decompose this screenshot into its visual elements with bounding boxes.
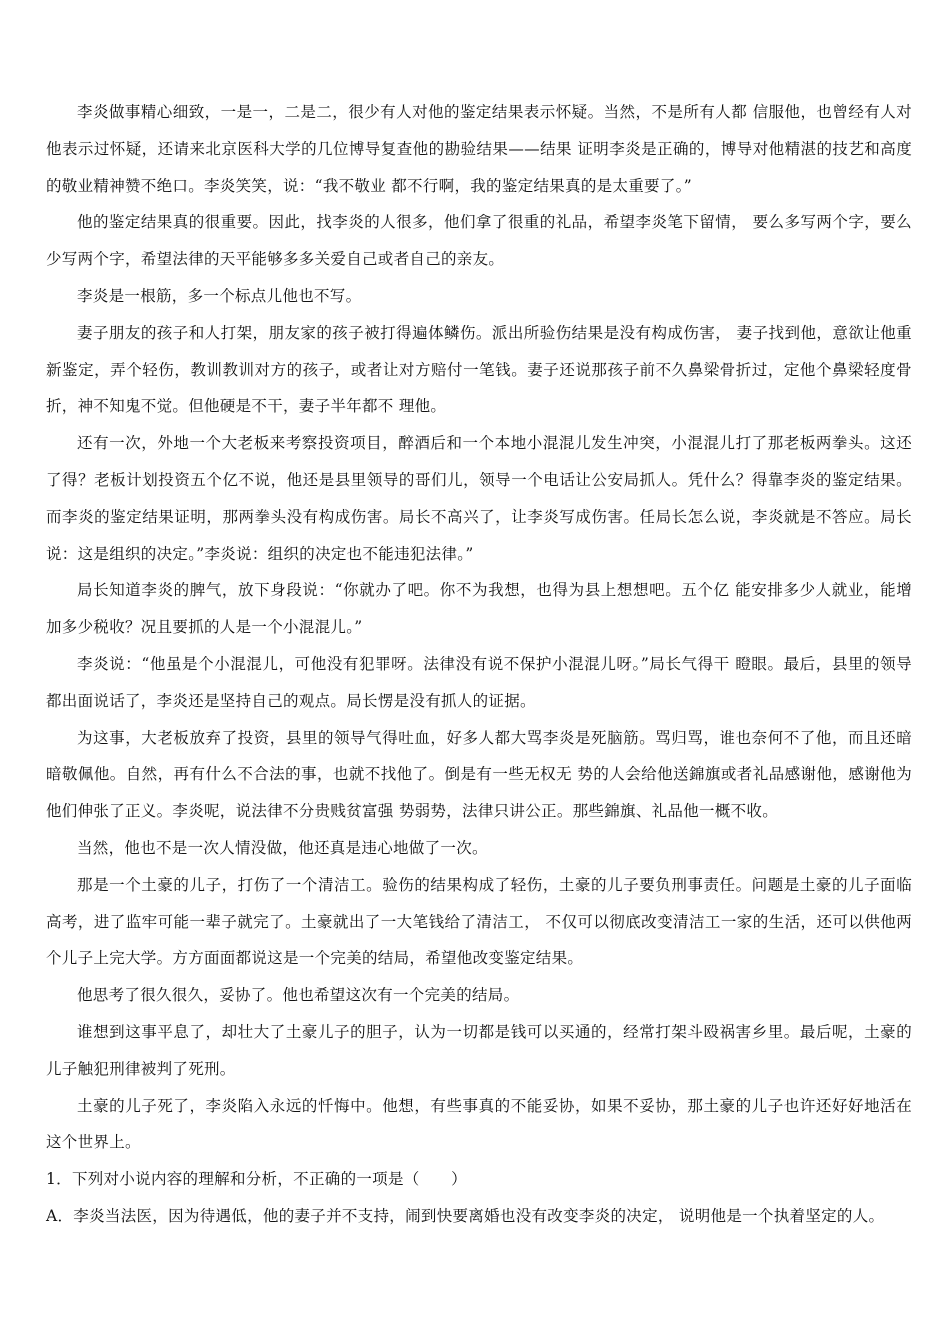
- paragraph-5: 还有一次，外地一个大老板来考察投资项目，醉酒后和一个本地小混混儿发生冲突，小混混儿打了那老板两拳头。这还了得？老板计划投资五个亿不说，他还是县里领导的哥们儿，领导一个电话让公安局抓人。凭什么？得靠李炎的鉴定结果。而李炎的鉴定结果证明，那两拳头没有构成伤害。局长不高兴了，让李炎写成伤害。任局长怎么说，李炎就是不答应。局长说：这是组织的决定。”李炎说：组织的决定也不能违犯法律。”: [46, 434, 912, 563]
- paragraph-2: 他的鉴定结果真的很重要。因此，找李炎的人很多，他们拿了很重的礼品，希望李炎笔下留情， 要么多写两个字，要么少写两个字，希望法律的天平能够多多关爱自己或者自己的亲友。: [46, 213, 912, 269]
- paragraph-6: 局长知道李炎的脾气，放下身段说：“你就办了吧。你不为我想，也得为县上想想吧。五个亿 能安排多少人就业，能增加多少税收？况且要抓的人是一个小混混儿。”: [46, 581, 912, 637]
- paragraph-12: 谁想到这事平息了，却壮大了土豪儿子的胆子，认为一切都是钱可以买通的，经常打架斗殴祸害乡里。最后呢，土豪的儿子触犯刑律被判了死刑。: [46, 1022, 912, 1078]
- paragraph-9: 当然，他也不是一次人情没做，他还真是违心地做了一次。: [77, 838, 488, 857]
- paragraph-4: 妻子朋友的孩子和人打架，朋友家的孩子被打得遍体鳞伤。派出所验伤结果是没有构成伤害， 妻子找到他，意欲让他重新鉴定，弄个轻伤，教训教训对方的孩子，或者让对方赔付一笔钱。妻子还说那孩子前不久鼻梁骨折过，定他个鼻梁轻度骨折，神不知鬼不觉。但他硬是不干，妻子半年都不 理他。: [46, 323, 912, 416]
- document-page: [46, 94, 912, 1235]
- paragraph-10: 那是一个土豪的儿子，打伤了一个清洁工。验伤的结果构成了轻伤，土豪的儿子要负刑事责任。问题是土豪的儿子面临高考，进了监牢可能一辈子就完了。土豪就出了一大笔钱给了清洁工， 不仅可以彻底改变清洁工一家的生活，还可以供他两个儿子上完大学。方方面面都说这是一个完美的结局，希望他改变鉴定结果。: [46, 875, 912, 968]
- paragraph-7: 李炎说：“他虽是个小混混儿，可他没有犯罪呀。法律没有说不保护小混混儿呀。”局长气得干 瞪眼。最后，县里的领导都出面说话了，李炎还是坚持自己的观点。局长愣是没有抓人的证据。: [46, 654, 912, 710]
- question-stem: 1．下列对小说内容的理解和分析，不正确的一项是（ ）: [46, 1170, 467, 1189]
- paragraph-11: 他思考了很久很久，妥协了。他也希望这次有一个完美的结局。: [77, 986, 520, 1005]
- paragraph-3: 李炎是一根筋，多一个标点儿他也不写。: [77, 286, 362, 305]
- paragraph-8: 为这事，大老板放弃了投资，县里的领导气得吐血，好多人都大骂李炎是死脑筋。骂归骂，谁也奈何不了他，而且还暗暗敬佩他。自然，再有什么不合法的事，也就不找他了。倒是有一些无权无 势的人会给他送錦旗或者礼品感谢他，感谢他为他们伸张了正义。李炎呢，说法律不分贵贱贫富强 势弱势，法律只讲公正。那些錦旗、礼品他一概不收。: [46, 728, 912, 821]
- paragraph-13: 土豪的儿子死了，李炎陷入永远的忏悔中。他想，有些事真的不能妥协，如果不妥协，那土豪的儿子也许还好好地活在这个世界上。: [46, 1096, 912, 1152]
- question-option-a: A．李炎当法医，因为待遇低，他的妻子并不支持，闹到快要离婚也没有改变李炎的决定， 说明他是一个执着坚定的人。: [46, 1206, 885, 1225]
- paragraph-1: 李炎做事精心细致，一是一，二是二，很少有人对他的鉴定结果表示怀疑。当然，不是所有人都 信服他，也曾经有人对他表示过怀疑，还请来北京医科大学的几位博导复查他的勘验结果——结果 证明李炎是正确的，博导对他精湛的技艺和高度的敬业精神赞不绝口。李炎笑笑，说：“我不敬业 都不行啊，我的鉴定结果真的是太重要了。”: [46, 103, 912, 195]
